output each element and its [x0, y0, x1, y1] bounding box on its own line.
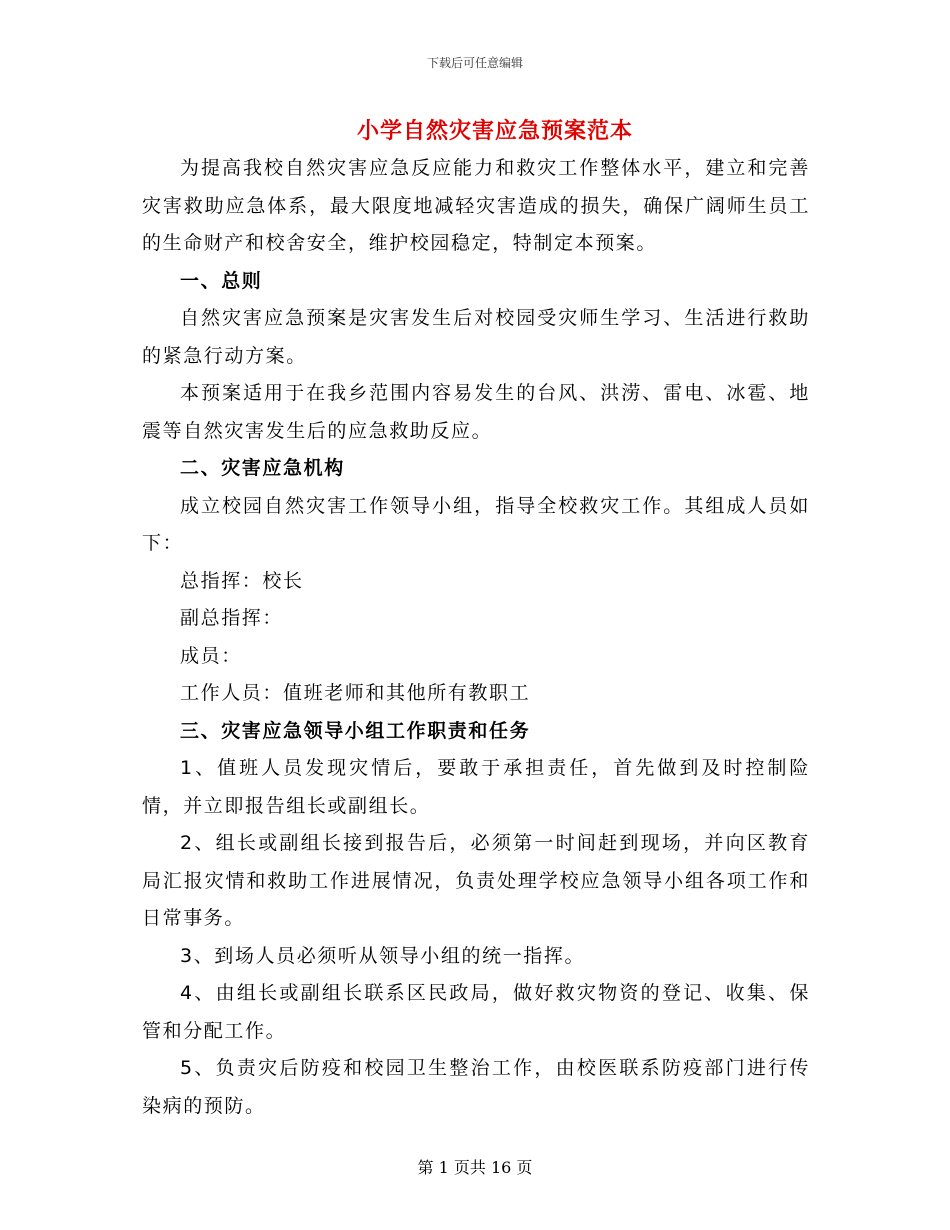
duty-item-4 [142, 975, 810, 1050]
duty-number: 3 [180, 944, 194, 967]
paragraph-staff: 工作人员：值班老师和其他所有教职工 [180, 682, 531, 704]
duty-item-2 [142, 825, 810, 938]
duty-item-1 [142, 750, 810, 825]
section-heading-general: 一、总则 [180, 269, 263, 292]
paragraph-commander: 总指挥：校长 [180, 569, 304, 592]
duty-number: 1 [180, 757, 194, 779]
duty-text: 、到场人员必须听从领导小组的统一指挥。 [193, 944, 586, 967]
section-heading-duties: 三、灾害应急领导小组工作职责和任务 [180, 719, 531, 742]
duty-text: 、值班人员发现灾情后，要敢于承担责任，首先做到及时控制险情，并立即报告组长或副组长。 [142, 757, 810, 817]
duty-number: 2 [180, 832, 194, 854]
document-title: 小学自然灾害应急预案范本 [356, 118, 633, 144]
duty-number: 5 [180, 1057, 194, 1079]
duty-text: 、由组长或副组长联系区民政局，做好救灾物资的登记、收集、保管和分配工作。 [142, 982, 810, 1042]
document-body [142, 150, 810, 1125]
duty-item-5 [142, 1050, 810, 1125]
duty-item-3 [142, 938, 810, 976]
paragraph-leadership-group: 成立校园自然灾害工作领导小组，指导全校救灾工作。其组成人员如下： [142, 494, 810, 554]
duty-number: 4 [180, 982, 194, 1004]
paragraph-scope: 本预案适用于在我乡范围内容易发生的台风、洪涝、雷电、冰雹、地震等自然灾害发生后的应急救助反应。 [142, 382, 810, 442]
paragraph-members: 成员： [180, 644, 242, 667]
header-note: 下载后可任意编辑 [426, 56, 523, 70]
page-footer: 第 1 页共 16 页 [417, 1158, 533, 1177]
intro-paragraph: 为提高我校自然灾害应急反应能力和救灾工作整体水平，建立和完善灾害救助应急体系，最大限度地减轻灾害造成的损失，确保广阔师生员工的生命财产和校舍安全，维护校园稳定，特制定本预案。 [142, 157, 810, 254]
duty-text: 、负责灾后防疫和校园卫生整治工作，由校医联系防疫部门进行传染病的预防。 [142, 1057, 810, 1117]
section-heading-organization: 二、灾害应急机构 [180, 457, 345, 479]
paragraph-definition: 自然灾害应急预案是灾害发生后对校园受灾师生学习、生活进行救助的紧急行动方案。 [142, 307, 810, 367]
paragraph-deputy-commander: 副总指挥： [180, 607, 284, 629]
duty-text: 、组长或副组长接到报告后，必须第一时间赶到现场，并向区教育局汇报灾情和救助工作进展情况，负责处理学校应急领导小组各项工作和日常事务。 [142, 832, 810, 929]
